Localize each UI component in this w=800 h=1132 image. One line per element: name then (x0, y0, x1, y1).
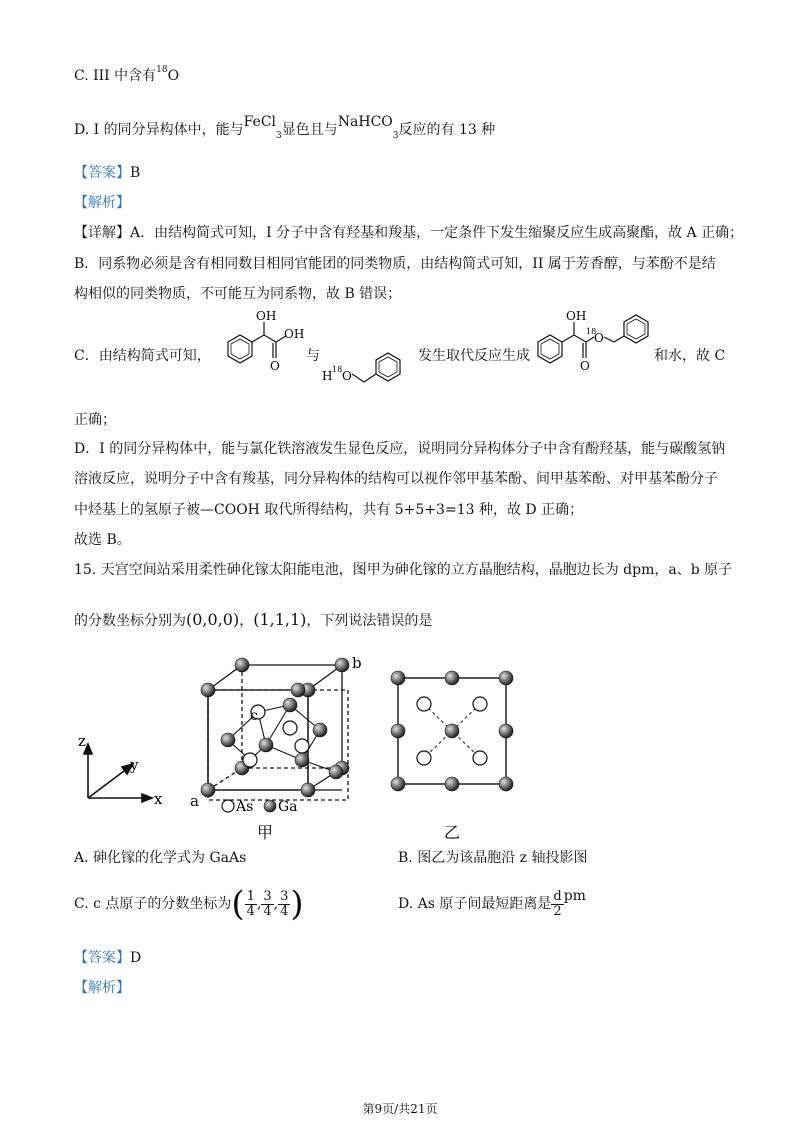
detail-c-yu: 与 (306, 348, 320, 364)
detail-d-line-1: D．I 的同分异构体中，能与氯化铁溶液发生显色反应，说明同分异构体分子中含有酚羟基，能与碳酸氢钠 (74, 441, 726, 457)
chem-18-2: 18 (586, 327, 597, 336)
d-num: d (553, 888, 562, 904)
detail-a-line (74, 223, 743, 243)
axis-x: x (154, 790, 163, 808)
option-c-text: C. III 中含有 (74, 68, 157, 84)
answer-1-tag: 【答案】 (74, 165, 130, 181)
option-c-line (74, 66, 179, 88)
detail-d-line-2: 溶液反应，说明分子中含有羧基，同分异构体的结构可以视作邻甲基苯酚、间甲基苯酚、对甲基苯酚分子 (74, 471, 718, 487)
c-n2: 3 (263, 888, 272, 904)
analysis-1-tag: 【解析】 (74, 195, 130, 211)
q15-coord-a: (0,0,0) (186, 610, 240, 629)
q15-comma: ， (239, 613, 254, 629)
analysis-2-tag: 【解析】 (74, 980, 130, 996)
option-d-suffix: 反应的有 13 种 (398, 122, 496, 138)
chem-o-2: O (342, 369, 352, 383)
legend-ga-icon (264, 800, 276, 812)
caption-yi: 乙 (444, 823, 461, 842)
label-b: b (352, 654, 362, 672)
q15-option-d (398, 884, 586, 924)
option-d-line (74, 114, 496, 142)
chem-oh-2: OH (284, 327, 305, 341)
chem-o-4: O (580, 359, 590, 373)
chem-o-3: O (594, 331, 604, 345)
label-a: a (190, 792, 199, 810)
page-footer: 第9页/共21页 (362, 1102, 438, 1116)
mandelic-acid-structure (208, 310, 308, 390)
detail-c-pre: C．由结构简式可知， (74, 348, 211, 364)
detail-c-mid: 发生取代反应生成 (418, 348, 530, 364)
detail-c-post: 和水，故 C (654, 348, 726, 364)
ester-structure (534, 310, 658, 390)
c-n3: 3 (280, 888, 289, 904)
c-d2: 4 (263, 903, 272, 919)
option-c-sup: 18 (156, 65, 168, 75)
detail-tag: 【详解】 (74, 225, 130, 241)
benzyl-alcohol-structure (320, 338, 416, 392)
q15-coord-b: (1,1,1) (253, 610, 307, 629)
crystal-cell-figure (70, 650, 370, 850)
q15-option-a: A. 砷化镓的化学式为 GaAs (74, 850, 247, 866)
axis-z: z (78, 732, 86, 750)
legend-as-icon (222, 800, 234, 812)
detail-c-end: 正确； (74, 412, 116, 428)
caption-jia: 甲 (257, 823, 274, 842)
c-d3: 4 (280, 903, 289, 919)
d-den: 2 (553, 903, 562, 919)
c-n1: 1 (246, 888, 255, 904)
label-c: c (250, 708, 258, 724)
q15-line-2-post: ，下列说法错误的是 (306, 613, 433, 629)
option-d-nahco: NaHCO (337, 114, 393, 130)
chem-h: H (322, 369, 333, 383)
q15-option-c: C. c 点原子的分数坐标为( $\frac{1}{4}$ , $\frac{3}{4}$ , $\frac{3}{4}$ ) (74, 884, 304, 924)
q15-option-b: B. 图乙为该晶胞沿 z 轴投影图 (398, 850, 588, 866)
answer-2 (74, 948, 141, 968)
q15-line-2 (74, 610, 432, 631)
option-c-o: O (167, 68, 180, 84)
option-d-fecl: FeCl (243, 114, 277, 130)
answer-1-value: B (130, 165, 141, 181)
detail-b-line-2: 构相似的同类物质，不可能互为同系物，故 B 错误； (74, 286, 402, 302)
q15-option-d-pre: D. As 原子间最短距离是 (398, 896, 552, 912)
option-d-fecl-sub: 3 (276, 131, 282, 141)
answer-2-value: D (130, 950, 142, 966)
d-unit: pm (563, 888, 586, 904)
answer-1 (74, 163, 140, 183)
option-d-prefix: D. I 的同分异构体中，能与 (74, 122, 244, 138)
chem-oh-3: OH (566, 310, 587, 323)
axis-y: y (130, 756, 139, 774)
option-d-mid: 显色且与 (281, 122, 338, 138)
legend-as: As (236, 799, 254, 815)
chem-oh-1: OH (256, 310, 277, 323)
chem-18: 18 (332, 365, 343, 374)
detail-a-text: A．由结构简式可知，I 分子中含有羟基和羧基，一定条件下发生缩聚反应生成高聚酯，故 A 正确； (130, 225, 744, 241)
detail-choose: 故选 B。 (74, 532, 131, 548)
chem-o-1: O (270, 359, 280, 373)
detail-d-line-3: 中烃基上的氢原子被—COOH 取代所得结构，共有 5+5+3=13 种，故 D 正确； (74, 502, 584, 518)
c-d1: 4 (246, 903, 255, 919)
q15-option-c-pre: C. c 点原子的分数坐标为 (74, 896, 232, 912)
projection-figure (384, 668, 524, 848)
option-d-nahco-sub: 3 (392, 131, 399, 141)
q15-line-1: 15. 天宫空间站采用柔性砷化镓太阳能电池，图甲为砷化镓的立方晶胞结构，晶胞边长为 dpm，a、b 原子 (74, 562, 733, 578)
legend-ga: Ga (278, 799, 298, 815)
q15-line-2-pre: 的分数坐标分别为 (74, 613, 186, 629)
answer-2-tag: 【答案】 (74, 950, 130, 966)
detail-b-line-1: B．同系物必须是含有相同数目相同官能团的同类物质，由结构简式可知，II 属于芳香醇，与苯酚不是结 (74, 256, 716, 272)
